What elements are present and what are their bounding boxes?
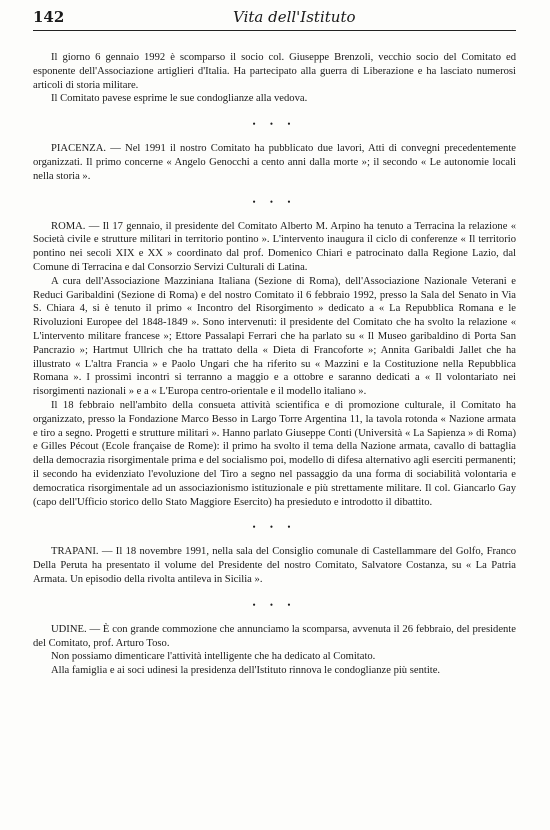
page-number: 142 <box>33 8 65 26</box>
paragraph: Il 18 febbraio nell'ambito della consueta attività scientifica e di promozione culturale, il Comitato ha organizzato, presso la Fondazione Marco Besso in Largo Torre Argentina 11, la tavola rotonda « Nazione armata e tiro a segno. Progetti e strutture militari ». Hanno parlato Giuseppe Conti (Università « La Sapienza » di Roma) e Gilles Pécout (Ecole française de Rome): il primo ha svolto il tema della Nazione armata, cavallo di battaglia della democrazia risorgimentale prima e del socialismo poi, modello di difesa alternativo agli eserciti permanenti; il secondo ha evidenziato l'evoluzione del Tiro a segno nel passaggio da una forma di sociabilità volontaria e democratica risorgimentale ad un associazionismo istituzionale e più strettamente militare. Il col. Giancarlo Gay (capo dell'Ufficio storico dello Stato Maggiore Esercito) ha presieduto e introdotto il dibattito. <box>33 399 516 508</box>
section-separator: • • • <box>252 196 297 207</box>
paragraph-udine: UDINE. — È con grande commozione che annunciamo la scomparsa, avvenuta il 26 febbraio, del presidente del Comitato, prof. Arturo Toso. <box>33 623 516 649</box>
paragraph-piacenza: PIACENZA. — Nel 1991 il nostro Comitato ha pubblicato due lavori, Atti di convegni precedentemente organizzati. Il primo concerne « Angelo Genocchi a cento anni dalla morte »; il secondo « Le autonomie locali nella storia ». <box>33 143 516 182</box>
article-body <box>33 51 516 678</box>
paragraph: Il Comitato pavese esprime le sue condoglianze alla vedova. <box>51 93 308 105</box>
running-title: Vita dell'Istituto <box>233 8 356 26</box>
paragraph: Non possiamo dimenticare l'attività intelligente che ha dedicato al Comitato. <box>51 651 376 663</box>
section-separator: • • • <box>252 522 297 533</box>
paragraph-roma: ROMA. — Il 17 gennaio, il presidente del Comitato Alberto M. Arpino ha tenuto a Terracina la relazione « Società civile e strutture militari in territorio pontino ». L'intervento inaugura il ciclo di conferenze « Il territorio pontino nei secoli XIX e XX » coordinato dal prof. Domenico Chiari e patrocinato dalla Regione Lazio, dal Comune di Terracina e dal Consorzio Servizi Culturali di Latina. <box>33 220 516 273</box>
paragraph: Alla famiglia e ai soci udinesi la presidenza dell'Istituto rinnova le condoglianze più sentite. <box>51 665 441 677</box>
running-header <box>33 8 516 31</box>
paragraph-trapani: TRAPANI. — Il 18 novembre 1991, nella sala del Consiglio comunale di Castellammare del Golfo, Franco Della Peruta ha presentato il volume del Presidente del nostro Comitato, Salvatore Costanza, su « La Patria Armata. Un episodio della rivolta antileva in Sicilia ». <box>33 546 516 585</box>
section-separator: • • • <box>252 119 297 130</box>
paragraph: A cura dell'Associazione Mazziniana Italiana (Sezione di Roma), dell'Associazione Nazionale Veterani e Reduci Garibaldini (Sezione di Roma) e del nostro Comitato il 6 febbraio 1992, presso la Sala del Senato in Via S. Chiara 4, si è tenuto il primo « Incontro del Risorgimento » dedicato a « La Repubblica Romana e le Rivoluzioni Europee del 1848-1849 ». Sono intervenuti: il presidente del Comitato che ha svolto la relazione « L'intervento militare francese »; Ettore Passalapi Ferrari che ha parlato su « Il Museo garibaldino di Porta San Pancrazio »; Hartmut Ullrich che ha trattato della « Dieta di Francoforte »; Annita Garibaldi Jallet che ha illustrato « L'altra Francia » e Paolo Ungari che ha riferito su « Mazzini e la Costituzione nella Repubblica Romana ». I prossimi incontri si terranno a maggio e a ottobre e saranno dedicati a « Il volontariato nei risorgimenti nazionali » e a « L'Europa centro-orientale e il modello italiano ». <box>33 275 516 398</box>
paragraph: Il giorno 6 gennaio 1992 è scomparso il socio col. Giuseppe Brenzoli, vecchio socio del Comitato ed esponente dell'Associazione artiglieri d'Italia. Ha partecipato alla guerra di Liberazione e ha lasciato numerosi articoli di storia militare. <box>33 52 516 91</box>
section-separator: • • • <box>252 599 297 610</box>
